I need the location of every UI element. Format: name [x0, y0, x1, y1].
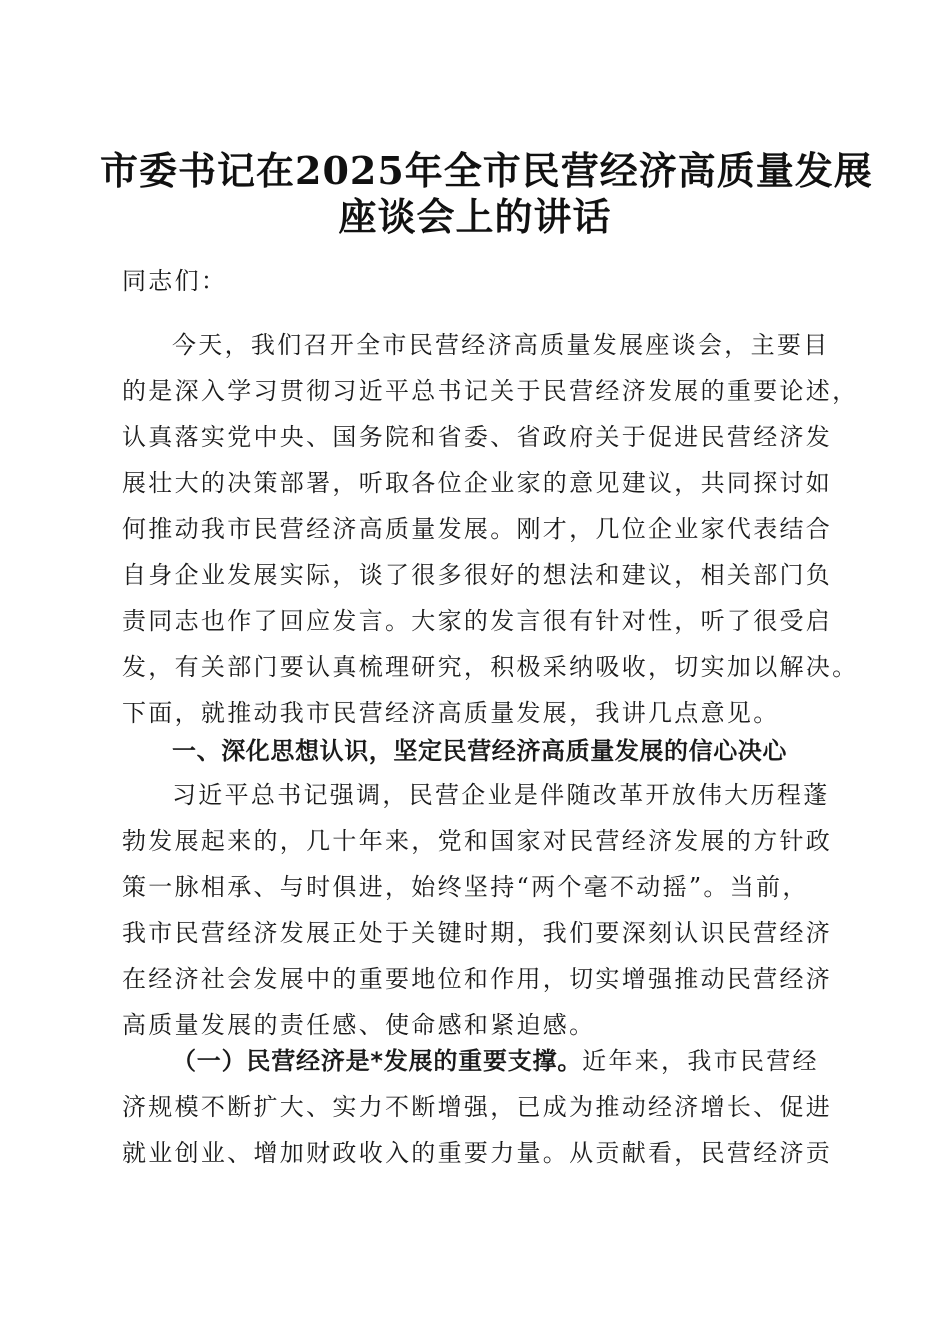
paragraph-line: 下面，就推动我市民营经济高质量发展，我讲几点意见。 — [122, 699, 780, 727]
document-title-line-2: 座谈会上的讲话 — [338, 194, 612, 239]
paragraph-line: 我市民营经济发展正处于关键时期，我们要深刻认识民营经济 — [122, 919, 833, 947]
paragraph-line: 展壮大的决策部署，听取各位企业家的意见建议，共同探讨如 — [122, 469, 833, 497]
greeting: 同志们： — [122, 267, 228, 295]
section-heading-text: 一、深化思想认识，坚定民营经济高质量发展的信心决心 — [172, 737, 787, 765]
paragraph-line: 高质量发展的责任感、使命感和紧迫感。 — [122, 1011, 596, 1039]
paragraph-line: 就业创业、增加财政收入的重要力量。从贡献看，民营经济贡 — [122, 1139, 833, 1167]
section-paragraph — [122, 772, 862, 1048]
paragraph-line: 策一脉相承、与时俱进，始终坚持“两个毫不动摇”。当前， — [122, 873, 809, 901]
paragraph-text: 近年来，我市民营经 — [582, 1047, 819, 1075]
section-heading — [122, 728, 862, 774]
paragraph-line: 习近平总书记强调，民营企业是伴随改革开放伟大历程蓬 — [172, 781, 830, 809]
opening-paragraph — [122, 322, 862, 736]
paragraph-line: 济规模不断扩大、实力不断增强，已成为推动经济增长、促进 — [122, 1093, 833, 1121]
paragraph-line: 责同志也作了回应发言。大家的发言很有针对性，听了很受启 — [122, 607, 833, 635]
paragraph-line: 勃发展起来的，几十年来，党和国家对民营经济发展的方针政 — [122, 827, 833, 855]
subsection-paragraph — [122, 1038, 862, 1176]
paragraph-line: 何推动我市民营经济高质量发展。刚才，几位企业家代表结合 — [122, 515, 833, 543]
document-title-line-1: 市委书记在2025年全市民营经济高质量发展 — [100, 148, 873, 193]
paragraph-line: 今天，我们召开全市民营经济高质量发展座谈会，主要目 — [172, 331, 830, 359]
paragraph-line — [122, 1038, 862, 1084]
paragraph-line: 认真落实党中央、国务院和省委、省政府关于促进民营经济发 — [122, 423, 833, 451]
subsection-heading: （一）民营经济是*发展的重要支撑。 — [172, 1047, 583, 1075]
paragraph-line: 发，有关部门要认真梳理研究，积极采纳吸收，切实加以解决。 — [122, 653, 859, 681]
paragraph-line: 自身企业发展实际，谈了很多很好的想法和建议，相关部门负 — [122, 561, 833, 589]
paragraph-line: 的是深入学习贯彻习近平总书记关于民营经济发展的重要论述， — [122, 377, 859, 405]
paragraph-line: 在经济社会发展中的重要地位和作用，切实增强推动民营经济 — [122, 965, 833, 993]
